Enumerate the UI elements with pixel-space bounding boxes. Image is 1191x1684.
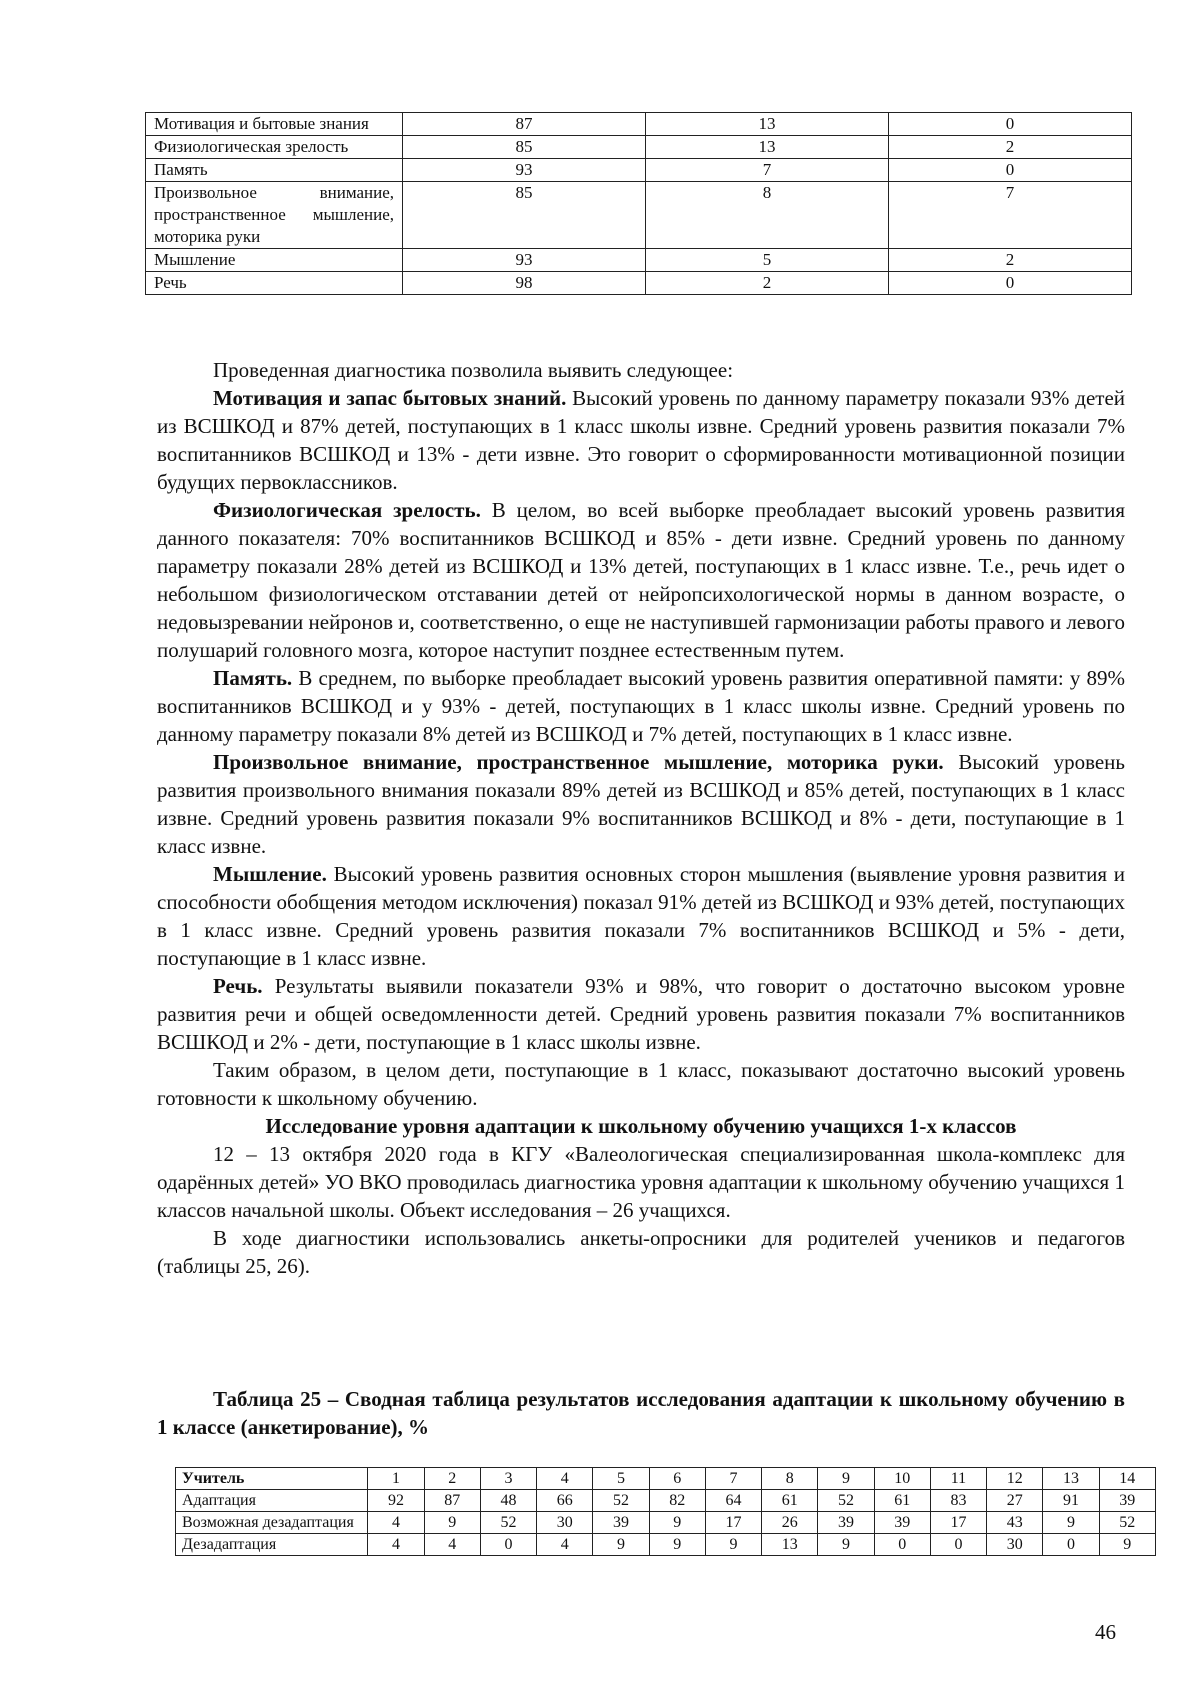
paragraph-speech bbox=[157, 972, 1125, 1056]
table-cell: 93 bbox=[403, 159, 646, 182]
column-header: 4 bbox=[537, 1468, 593, 1490]
table-cell: 93 bbox=[403, 249, 646, 272]
table-cell: 0 bbox=[889, 159, 1132, 182]
table-row bbox=[146, 182, 1132, 249]
column-header: 12 bbox=[987, 1468, 1043, 1490]
table-row bbox=[146, 249, 1132, 272]
row-label: Память bbox=[146, 159, 403, 182]
table-cell: 2 bbox=[889, 136, 1132, 159]
paragraph-heading: Физиологическая зрелость. bbox=[213, 498, 481, 522]
adaptation-table bbox=[175, 1467, 1156, 1556]
table-cell: 4 bbox=[368, 1534, 424, 1556]
table-cell: 66 bbox=[537, 1490, 593, 1512]
table-row bbox=[176, 1534, 1156, 1556]
table-cell: 0 bbox=[930, 1534, 986, 1556]
table-cell: 52 bbox=[593, 1490, 649, 1512]
table-row bbox=[146, 272, 1132, 295]
table-cell: 9 bbox=[1099, 1534, 1155, 1556]
table-cell: 43 bbox=[987, 1512, 1043, 1534]
table-cell: 4 bbox=[537, 1534, 593, 1556]
table-cell: 7 bbox=[889, 182, 1132, 249]
column-header: 6 bbox=[649, 1468, 705, 1490]
table-cell: 26 bbox=[762, 1512, 818, 1534]
research-paragraph: 12 – 13 октября 2020 года в КГУ «Валеологическая специализированная школа-комплекс для одарённых детей» УО ВКО проводилась диагностика уровня адаптации к школьному обучению учащихся 1 классов начальной школы. Объект исследования – 26 учащихся. bbox=[157, 1142, 1125, 1222]
column-header: 1 bbox=[368, 1468, 424, 1490]
paragraph-text: Высокий уровень развития основных сторон мышления (выявление уровня развития и способности обобщения методом исключения) показал 91% детей из ВСШКОД и 93% детей, поступающих в 1 класс извне. Средний уровень развития показали 7% воспитанников ВСШКОД и 5% - дети, поступающие в 1 класс извне. bbox=[157, 862, 1125, 970]
body-text bbox=[157, 356, 1125, 1280]
paragraph-attention bbox=[157, 748, 1125, 860]
table-cell: 52 bbox=[818, 1490, 874, 1512]
table-cell: 61 bbox=[874, 1490, 930, 1512]
table-cell: 64 bbox=[705, 1490, 761, 1512]
column-header: 5 bbox=[593, 1468, 649, 1490]
table-cell: 9 bbox=[593, 1534, 649, 1556]
table-cell: 9 bbox=[649, 1534, 705, 1556]
table-cell: 30 bbox=[537, 1512, 593, 1534]
table-cell: 0 bbox=[480, 1534, 536, 1556]
table-cell: 87 bbox=[424, 1490, 480, 1512]
column-header: 7 bbox=[705, 1468, 761, 1490]
table-cell: 39 bbox=[593, 1512, 649, 1534]
column-header: 9 bbox=[818, 1468, 874, 1490]
column-header: 10 bbox=[874, 1468, 930, 1490]
table-cell: 39 bbox=[1099, 1490, 1155, 1512]
table-cell: 0 bbox=[1043, 1534, 1099, 1556]
row-label: Физиологическая зрелость bbox=[146, 136, 403, 159]
column-header: 14 bbox=[1099, 1468, 1155, 1490]
table-cell: 27 bbox=[987, 1490, 1043, 1512]
table-cell: 48 bbox=[480, 1490, 536, 1512]
table-cell: 5 bbox=[646, 249, 889, 272]
paragraph-text: В среднем, по выборке преобладает высокий уровень развития оперативной памяти: у 89% воспитанников ВСШКОД и у 93% - детей, поступающих в 1 класс школы извне. Средний уровень по данному параметру показали 8% детей из ВСШКОД и 7% детей, поступающих в 1 класс извне. bbox=[157, 666, 1125, 746]
column-header: 2 bbox=[424, 1468, 480, 1490]
paragraph-memory bbox=[157, 664, 1125, 748]
table-cell: 17 bbox=[705, 1512, 761, 1534]
table-cell: 13 bbox=[762, 1534, 818, 1556]
table-cell: 39 bbox=[874, 1512, 930, 1534]
table-cell: 87 bbox=[403, 113, 646, 136]
column-header: 3 bbox=[480, 1468, 536, 1490]
header-label: Учитель bbox=[176, 1468, 368, 1490]
table-cell: 17 bbox=[930, 1512, 986, 1534]
row-label: Произвольное внимание, пространственное мышление, моторика руки bbox=[146, 182, 403, 249]
table-header-row bbox=[176, 1468, 1156, 1490]
column-header: 8 bbox=[762, 1468, 818, 1490]
paragraph-heading: Произвольное внимание, пространственное мышление, моторика руки. bbox=[213, 750, 944, 774]
table-cell: 52 bbox=[1099, 1512, 1155, 1534]
table-cell: 9 bbox=[1043, 1512, 1099, 1534]
table-cell: 9 bbox=[818, 1534, 874, 1556]
table-cell: 13 bbox=[646, 136, 889, 159]
intro-paragraph: Проведенная диагностика позволила выявить следующее: bbox=[213, 358, 734, 382]
table-cell: 8 bbox=[646, 182, 889, 249]
paragraph-text: В целом, во всей выборке преобладает высокий уровень развития данного показателя: 70% воспитанников ВСШКОД и 85% - дети извне. Средний уровень по данному параметру показали 28% детей из ВСШКОД и 13% детей, поступающих в 1 класс извне. Т.е., речь идет о небольшом физиологическом отставании детей от нейропсихологической нормы в данном возрасте, о недовызревании нейронов и, соответственно, о еще не наступившей гармонизации работы правого и левого полушарий головного мозга, которое наступит позднее естественным путем. bbox=[157, 498, 1125, 662]
table-cell: 83 bbox=[930, 1490, 986, 1512]
table-cell: 91 bbox=[1043, 1490, 1099, 1512]
paragraph-heading: Мышление. bbox=[213, 862, 327, 886]
row-label: Речь bbox=[146, 272, 403, 295]
table-cell: 2 bbox=[889, 249, 1132, 272]
table-cell: 82 bbox=[649, 1490, 705, 1512]
section-heading: Исследование уровня адаптации к школьному обучению учащихся 1-х классов bbox=[265, 1114, 1017, 1138]
results-table-top bbox=[145, 112, 1132, 295]
paragraph-thinking bbox=[157, 860, 1125, 972]
table-cell: 85 bbox=[403, 182, 646, 249]
table-row bbox=[146, 113, 1132, 136]
table-cell: 0 bbox=[889, 272, 1132, 295]
table-cell: 98 bbox=[403, 272, 646, 295]
table-row bbox=[146, 136, 1132, 159]
paragraph-motivation bbox=[157, 384, 1125, 496]
row-label: Мотивация и бытовые знания bbox=[146, 113, 403, 136]
table-row bbox=[146, 159, 1132, 182]
paragraph-physiological bbox=[157, 496, 1125, 664]
table-cell: 0 bbox=[874, 1534, 930, 1556]
column-header: 11 bbox=[930, 1468, 986, 1490]
table-cell: 4 bbox=[424, 1534, 480, 1556]
paragraph-heading: Память. bbox=[213, 666, 293, 690]
table-cell: 7 bbox=[646, 159, 889, 182]
table-cell: 85 bbox=[403, 136, 646, 159]
paragraph-text: Высокий уровень по данному параметру показали 93% детей из ВСШКОД и 87% детей, поступающих в 1 класс школы извне. Средний уровень развития показали 7% воспитанников ВСШКОД и 13% - дети извне. Это говорит о сформированности мотивационной позиции будущих первоклассников. bbox=[157, 386, 1125, 494]
table-caption: Таблица 25 – Сводная таблица результатов исследования адаптации к школьному обучению в 1 классе (анкетирование), % bbox=[157, 1387, 1125, 1439]
table-cell: 9 bbox=[424, 1512, 480, 1534]
column-header: 13 bbox=[1043, 1468, 1099, 1490]
table-cell: 9 bbox=[705, 1534, 761, 1556]
row-label: Адаптация bbox=[176, 1490, 368, 1512]
row-label: Возможная дезадаптация bbox=[176, 1512, 368, 1534]
table-cell: 92 bbox=[368, 1490, 424, 1512]
table-row bbox=[176, 1512, 1156, 1534]
paragraph-text: Высокий уровень развития произвольного внимания показали 89% детей из ВСШКОД и 85% детей, поступающих в 1 класс извне. Средний уровень развития показали 9% воспитанников ВСШКОД и 8% - дети, поступающие в 1 класс извне. bbox=[157, 750, 1125, 858]
table-cell: 0 bbox=[889, 113, 1132, 136]
table-cell: 4 bbox=[368, 1512, 424, 1534]
table-cell: 13 bbox=[646, 113, 889, 136]
page-number: 46 bbox=[1095, 1620, 1116, 1644]
table-cell: 9 bbox=[649, 1512, 705, 1534]
table-cell: 30 bbox=[987, 1534, 1043, 1556]
table-row bbox=[176, 1490, 1156, 1512]
paragraph-heading: Речь. bbox=[213, 974, 263, 998]
row-label: Дезадаптация bbox=[176, 1534, 368, 1556]
conclusion-paragraph: Таким образом, в целом дети, поступающие в 1 класс, показывают достаточно высокий уровень готовности к школьному обучению. bbox=[157, 1058, 1125, 1110]
methods-paragraph: В ходе диагностики использовались анкеты-опросники для родителей учеников и педагогов (таблицы 25, 26). bbox=[157, 1226, 1125, 1278]
row-label: Мышление bbox=[146, 249, 403, 272]
table-cell: 39 bbox=[818, 1512, 874, 1534]
table-cell: 52 bbox=[480, 1512, 536, 1534]
table-cell: 61 bbox=[762, 1490, 818, 1512]
paragraph-text: Результаты выявили показатели 93% и 98%, что говорит о достаточно высоком уровне развития речи и общей осведомленности детей. Средний уровень развития показали 7% воспитанников ВСШКОД и 2% - дети, поступающие в 1 класс школы извне. bbox=[157, 974, 1125, 1054]
table-cell: 2 bbox=[646, 272, 889, 295]
paragraph-heading: Мотивация и запас бытовых знаний. bbox=[213, 386, 567, 410]
